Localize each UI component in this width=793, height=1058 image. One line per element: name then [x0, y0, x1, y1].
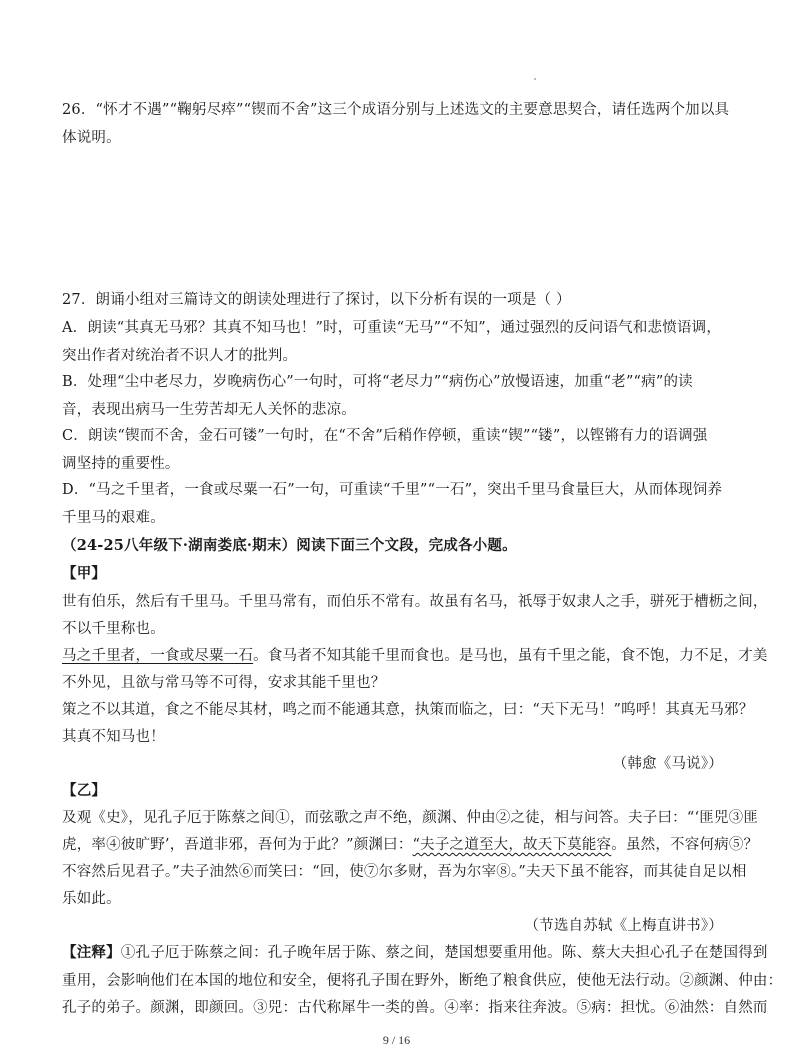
- passage-yi-line-4: 乐如此。: [62, 891, 121, 907]
- notes-line-3: 孔子的弟子。颜渊，即颜回。③兕：古代称犀牛一类的兽。④率：指来往奔波。⑤病：担忧。⑥油然：自然而: [62, 1000, 768, 1016]
- section-header: （24-25八年级下·湖南娄底·期末）阅读下面三个文段，完成各小题。: [62, 537, 517, 554]
- q27-option-a-line-1: A．朗读“其真无马邪？其真不知马也！”时，可重读“无马”“不知”，通过强烈的反问语气和悲愤语调，: [62, 320, 722, 336]
- passage-yi-line-2-rest: 。虽然，不容何病⑤？: [611, 837, 759, 853]
- notes-label: 【注释】: [62, 944, 121, 961]
- passage-jia-line-6: 其真不知马也！: [62, 729, 165, 745]
- passage-yi-line-1: 及观《史》，见孔子厄于陈蔡之间①，而弦歌之声不绝，颜渊、仲由②之徒，相与问答。夫子曰：“‘匪兕③匪: [62, 810, 759, 826]
- q27-option-c-line-1: C．朗读“锲而不舍，金石可镂”一句时，在“不舍”后稍作停顿，重读“锲”“镂”，以铿锵有力的语调强: [62, 428, 708, 444]
- passage-jia-line-5: 策之不以其道，食之不能尽其材，鸣之而不能通其意，执策而临之，曰：“天下无马！”呜呼！其真无马邪？: [62, 702, 754, 718]
- q26-line-1: 26．“怀才不遇”“鞠躬尽瘁”“锲而不舍”这三个成语分别与上述选文的主要意思契合，请任选两个加以具: [62, 102, 730, 118]
- wavy-underlined-sentence: “夫子之道至大，故天下莫能容: [412, 837, 612, 853]
- q27-option-a-line-2: 突出作者对统治者不识人才的批判。: [62, 348, 298, 364]
- passage-jia-line-4: 不外见，且欲与常马等不可得，安求其能千里也？: [62, 675, 386, 691]
- speck-mark: [534, 78, 536, 80]
- q27-option-b-line-1: B．处理“尘中老尽力，岁晚病伤心”一句时，可将“老尽力”“病伤心”放慢语速，加重“老”“病”的读: [62, 374, 693, 390]
- underlined-sentence: 马之千里者，一食或尽粟一石: [62, 648, 254, 664]
- q27-option-b-line-2: 音，表现出病马一生劳苦却无人关怀的悲凉。: [62, 402, 356, 418]
- q27-option-d-line-1: D．“马之千里者，一食或尽粟一石”一句，可重读“千里”“一石”，突出千里马食量巨大，从而体现饲养: [62, 482, 723, 498]
- passage-jia-line-3-rest: 。食马者不知其能千里而食也。是马也，虽有千里之能，食不饱，力不足，才美: [253, 648, 768, 664]
- passage-yi-line-2-start: 虎，率④彼旷野’，吾道非邪，吾何为于此？”颜渊曰：: [62, 837, 413, 853]
- passage-jia-label: 【甲】: [62, 565, 107, 582]
- passage-jia-source: （韩愈《马说》）: [612, 756, 723, 772]
- passage-jia-line-3: [62, 646, 768, 666]
- notes-line-2: 重用，会影响他们在本国的地位和安全，便将孔子围在野外，断绝了粮食供应，使他无法行动。②颜渊、仲由：: [62, 973, 783, 989]
- passage-yi-line-3: 不容然后见君子。”夫子油然⑥而笑曰：“回，使⑦尔多财，吾为尔宰⑧。”夫天下虽不能容，而其徒自足以相: [62, 864, 747, 880]
- passage-yi-line-2: [62, 835, 758, 855]
- passage-yi-source: （节选自苏轼《上梅直讲书》）: [524, 918, 723, 934]
- passage-jia-line-2: 不以千里称也。: [62, 621, 165, 637]
- passage-yi-label: 【乙】: [62, 782, 107, 799]
- page-number: 9 / 16: [382, 1033, 411, 1047]
- notes-line-1-text: ①孔子厄于陈蔡之间：孔子晚年居于陈、蔡之间，楚国想要重用他。陈、蔡大夫担心孔子在楚国得到: [120, 945, 768, 961]
- q27-option-c-line-2: 调坚持的重要性。: [62, 456, 180, 472]
- q27-stem: 27．朗诵小组对三篇诗文的朗读处理进行了探讨，以下分析有误的一项是（ ）: [62, 292, 571, 308]
- q26-line-2: 体说明。: [62, 130, 121, 146]
- notes-line-1: [62, 943, 768, 963]
- passage-jia-line-1: 世有伯乐，然后有千里马。千里马常有，而伯乐不常有。故虽有名马，祇辱于奴隶人之手，骈死于槽枥之间，: [62, 594, 768, 610]
- q27-option-d-line-2: 千里马的艰难。: [62, 510, 165, 526]
